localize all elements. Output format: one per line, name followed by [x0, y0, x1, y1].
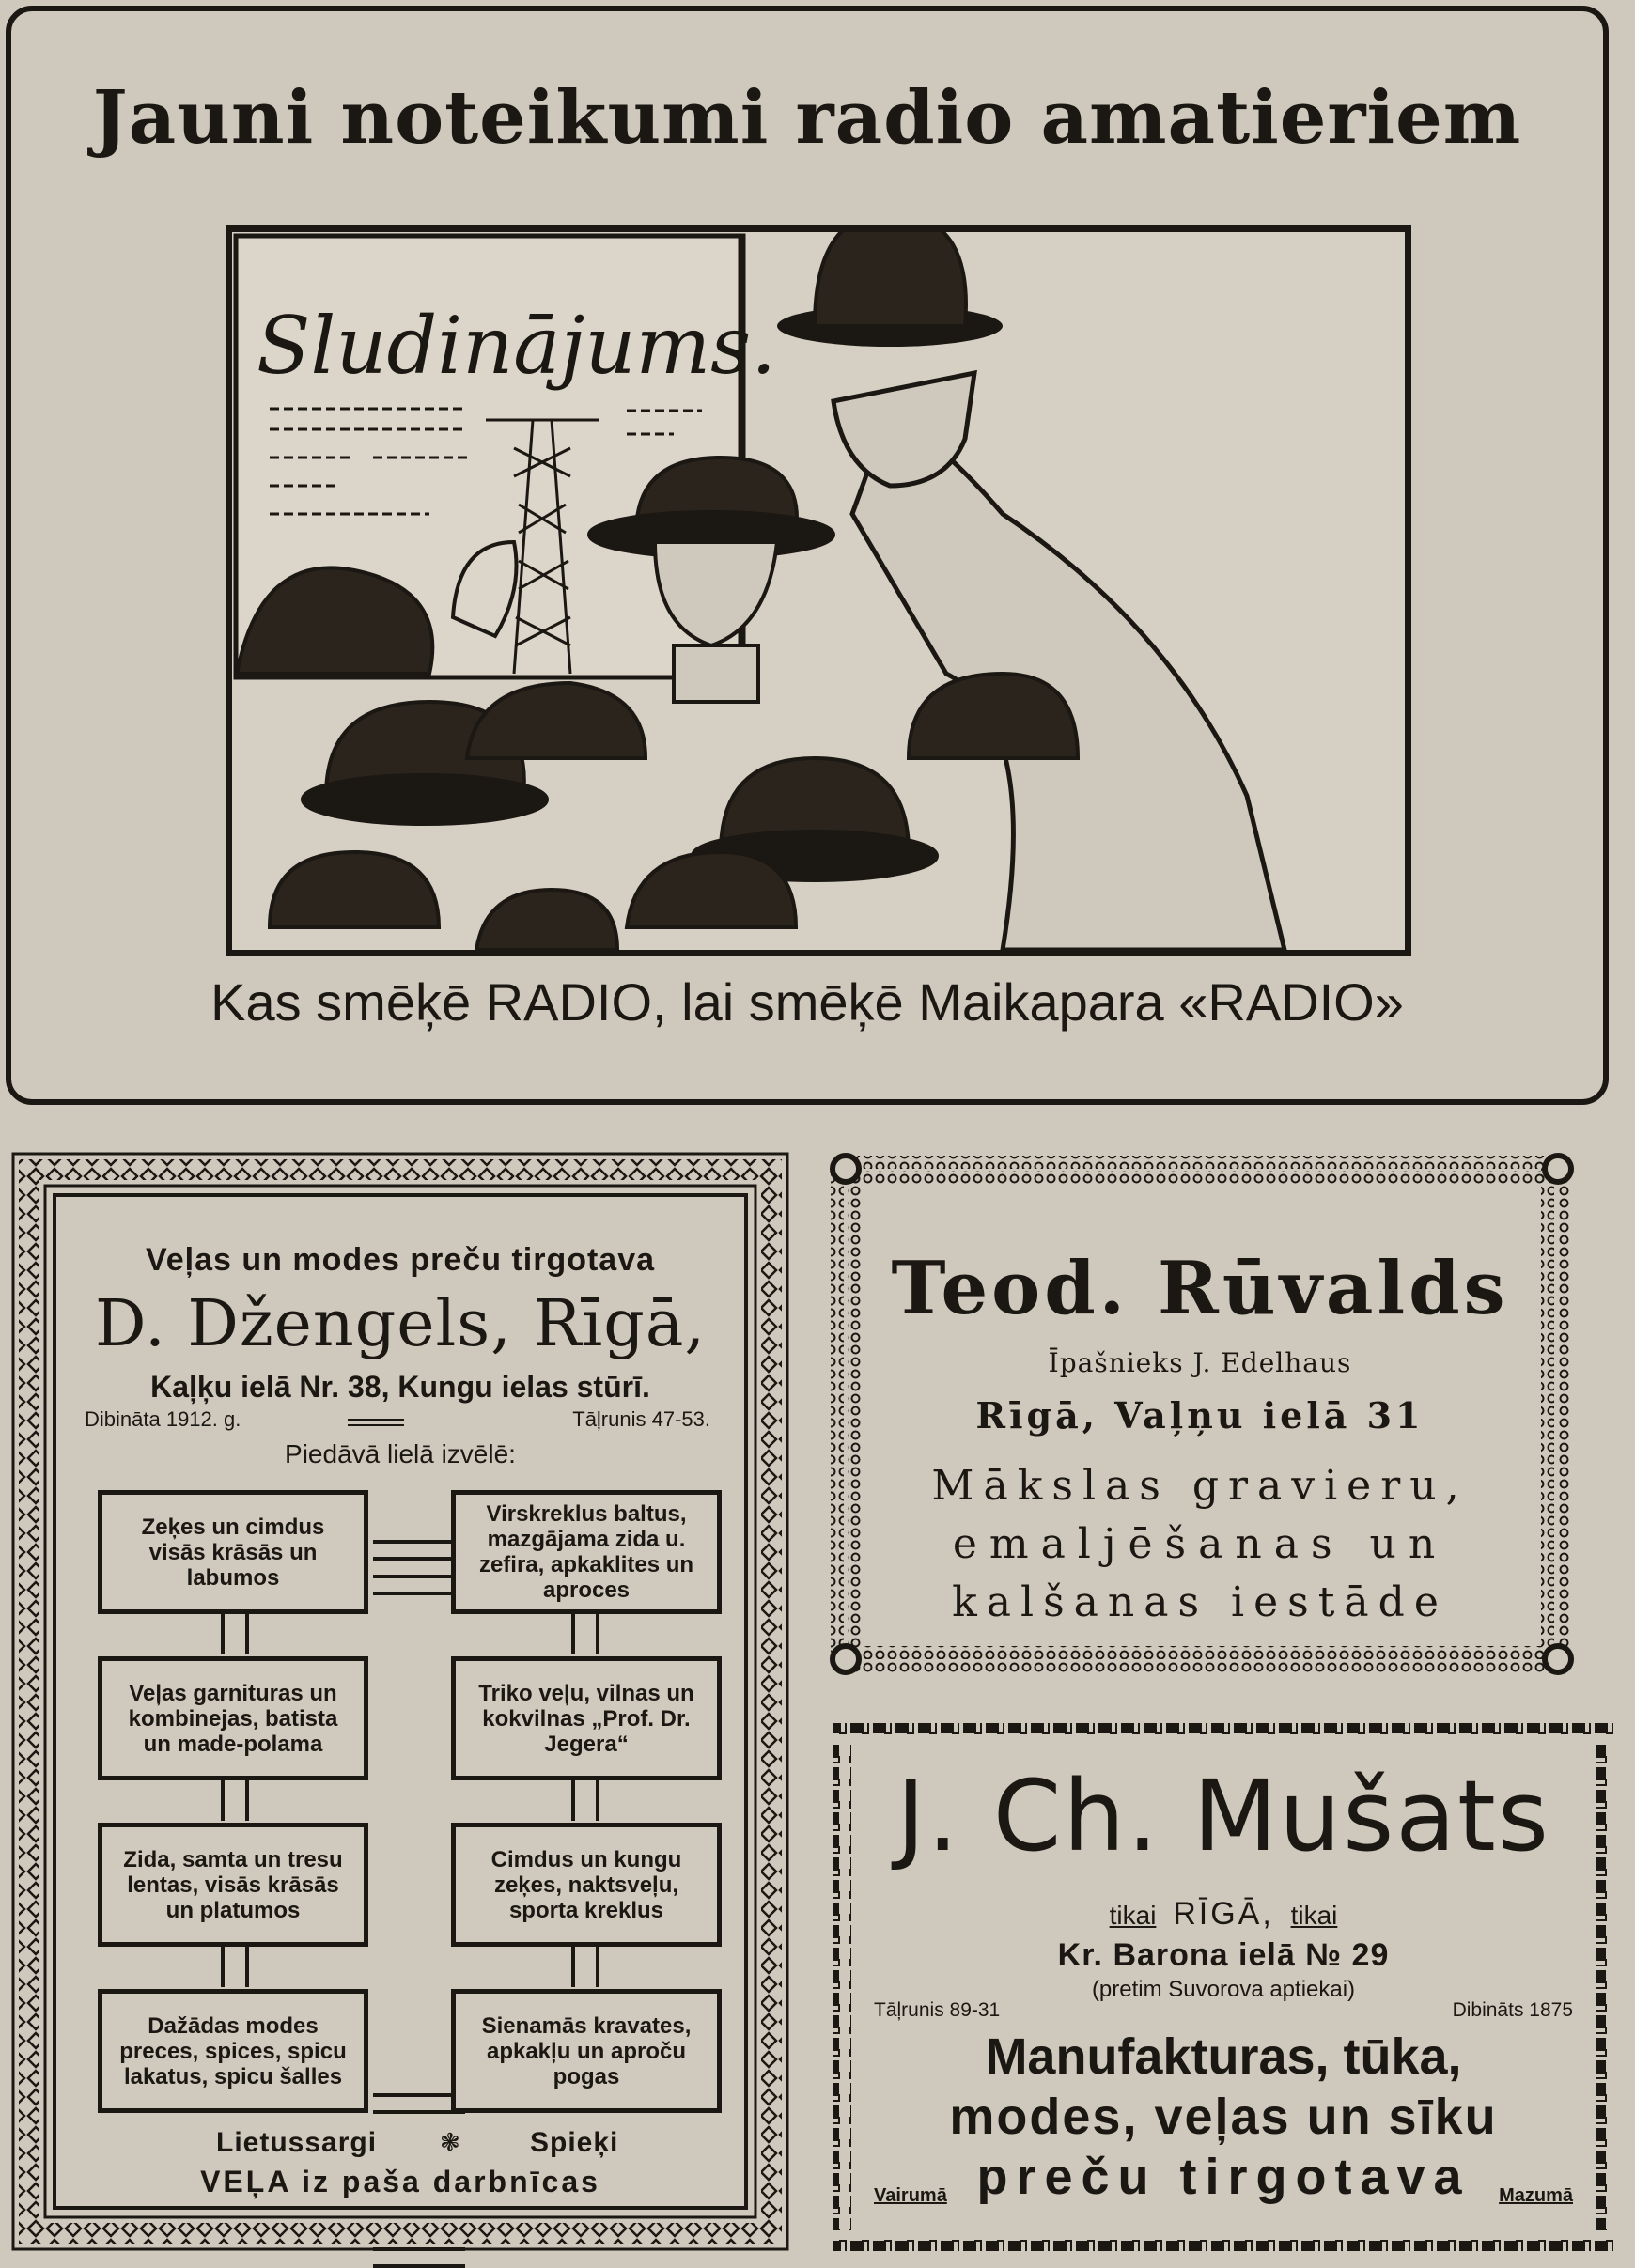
musats-content — [863, 1759, 1584, 2215]
musats-advertisement — [825, 1719, 1622, 2255]
shop-line-2: modes, veļas un sīku — [949, 2089, 1498, 2145]
footer-canes: Spieķi — [530, 2127, 619, 2158]
city-name: RĪGĀ, — [1173, 1896, 1274, 1932]
offer-line: Piedāvā lielā izvēlē: — [285, 1439, 516, 1468]
product-box: Dažādas modes preces, spices, spicu lakatus, spicu šalles — [98, 1989, 368, 2113]
snowflake-icon: ❃ — [440, 2129, 460, 2157]
connector-bar — [571, 1612, 600, 1654]
product-box: Cimdus un kungu zeķes, naktsveļu, sporta kreklus — [451, 1823, 722, 1947]
divider — [348, 1419, 404, 1426]
product-box: Triko veļu, vilnas un kokvilnas „Prof. Dr. Jegera“ — [451, 1656, 722, 1780]
connector-bar — [221, 1945, 249, 1987]
shop-type-heading: Veļas un modes preču tirgotava — [145, 1242, 656, 1278]
founded-date: Dibināta 1912. g. — [85, 1407, 241, 1431]
connector-bar — [221, 1612, 249, 1654]
product-box: Sienamās kravates, apkakļu un aproču pogas — [451, 1989, 722, 2113]
corner-ornament — [1545, 1156, 1571, 1182]
illustration-frame — [226, 225, 1411, 956]
dzengels-advertisement — [8, 1148, 793, 2255]
city-line — [863, 1896, 1584, 1933]
service-line-2: emaljēšanas un — [952, 1520, 1448, 1568]
footer-umbrellas: Lietussargi — [216, 2127, 378, 2158]
phone-number: Tāļrunis 89-31 — [874, 1999, 1001, 2021]
tikai-label: tikai — [1290, 1901, 1338, 1930]
crowd-illustration — [232, 232, 1405, 950]
wholesale-label: Vairumā — [874, 2185, 947, 2206]
shop-line-1: Manufakturas, tūka, — [985, 2028, 1462, 2085]
radio-advertisement — [6, 6, 1609, 1105]
product-box: Veļas garnituras un kombinejas, batista un made-polama — [98, 1656, 368, 1780]
address-note: (pretim Suvorova aptiekai) — [1091, 1977, 1356, 2002]
product-box: Virskreklus baltus, mazgājama zida u. zefira, apkaklites un aproces — [451, 1490, 722, 1614]
poster-text: Sludinājums. — [257, 300, 776, 392]
corner-ornament — [1545, 1646, 1571, 1672]
service-line-3: kalšanas iestāde — [952, 1578, 1448, 1626]
product-box: Zeķes un cimdus visās krāsās un labumos — [98, 1490, 368, 1614]
service-line-1: Mākslas gravieru, — [931, 1462, 1469, 1510]
shop-address: Kaļķu ielā Nr. 38, Kungu ielas stūrī. — [150, 1370, 650, 1404]
retail-label: Mazumā — [1499, 2185, 1573, 2206]
phone-number: Tāļrunis 47-53. — [572, 1407, 710, 1431]
company-name: Teod. Rūvalds — [891, 1246, 1509, 1331]
connector-bar — [221, 1779, 249, 1821]
company-name: J. Ch. Mušats — [896, 1759, 1550, 1873]
ruvalds-advertisement — [825, 1148, 1579, 1682]
connector-bar — [571, 1779, 600, 1821]
connector-bar — [571, 1945, 600, 1987]
dzengels-content — [53, 1193, 748, 2210]
ruvalds-content — [870, 1189, 1530, 1640]
tikai-label: tikai — [1109, 1901, 1157, 1930]
corner-ornament — [833, 1646, 859, 1672]
advertisement-slogan: Kas smēķē RADIO, lai smēķē Maikapara «RADIO» — [210, 972, 1404, 1032]
product-box: Zida, samta un tresu lentas, visās krāsās un platumos — [98, 1823, 368, 1947]
corner-ornament — [833, 1156, 859, 1182]
shop-address: Rīgā, Vaļņu ielā 31 — [975, 1394, 1425, 1437]
owner-line: Īpašnieks J. Edelhaus — [1048, 1347, 1352, 1378]
advertisement-title: Jauni noteikumi radio amatieriem — [92, 75, 1522, 161]
founded-date: Dibināts 1875 — [1452, 1999, 1573, 2021]
footer-workshop: VEĻA iz paša darbnīcas — [200, 2165, 600, 2198]
shop-address: Kr. Barona ielā № 29 — [1057, 1937, 1390, 1973]
company-name: D. Džengels, Rīgā, — [95, 1287, 706, 1361]
shop-line-3: preču tirgotava — [976, 2149, 1471, 2205]
